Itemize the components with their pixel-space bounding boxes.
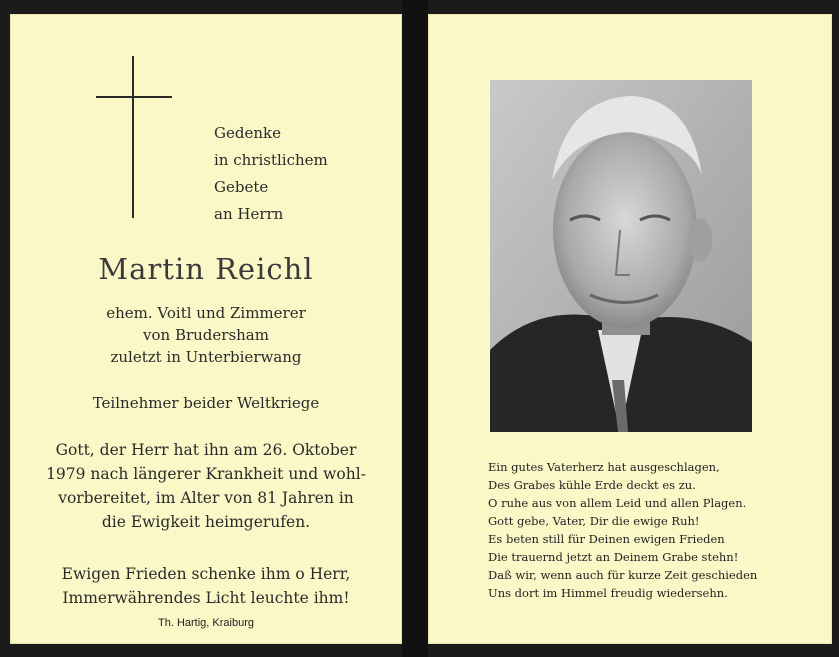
memorial-heading [214,120,328,228]
poem-line: Daß wir, wenn auch für kurze Zeit geschieden [488,568,758,582]
death-line: 1979 nach längerer Krankheit und wohl- [46,465,366,483]
death-notice [10,438,402,534]
poem-line: Uns dort im Himmel freudig wiedersehn. [488,586,728,600]
cross-icon [132,56,134,218]
poem-line: Gott gebe, Vater, Dir die ewige Ruh! [488,514,700,528]
poem-line: Des Grabes kühle Erde deckt es zu. [488,478,696,492]
poem [488,458,757,602]
occupation-line: ehem. Voitl und Zimmerer [106,304,306,322]
portrait-image [490,80,752,432]
memorial-line: an Herrn [214,205,284,223]
poem-line: O ruhe aus von allem Leid und allen Plagen. [488,496,747,510]
prayer-line: Ewigen Frieden schenke ihm o Herr, [61,565,351,583]
right-card [428,14,832,644]
printer-credit: Th. Hartig, Kraiburg [158,617,254,629]
occupation-line: von Brudersham [143,326,269,344]
prayer [10,562,402,610]
poem-line: Die trauernd jetzt an Deinem Grabe stehn! [488,550,739,564]
memorial-line: Gedenke [214,124,281,142]
poem-line: Es beten still für Deinen ewigen Frieden [488,532,725,546]
deceased-name: Martin Reichl [98,252,314,286]
wars-note: Teilnehmer beider Weltkriege [92,394,320,412]
cross-icon-bar [96,96,172,98]
left-card [10,14,402,644]
prayer-line: Immerwährendes Licht leuchte ihm! [62,589,350,607]
poem-line: Ein gutes Vaterherz hat ausgeschlagen, [488,460,720,474]
card-fold [402,0,428,657]
death-line: vorbereitet, im Alter von 81 Jahren in [58,489,354,507]
occupation-block [10,302,402,368]
memorial-line: Gebete [214,178,269,196]
death-line: Gott, der Herr hat ihn am 26. Oktober [55,441,357,459]
occupation-line: zuletzt in Unterbierwang [110,348,302,366]
memorial-line: in christlichem [214,151,328,169]
death-line: die Ewigkeit heimgerufen. [101,513,311,531]
portrait-photo [490,80,752,432]
